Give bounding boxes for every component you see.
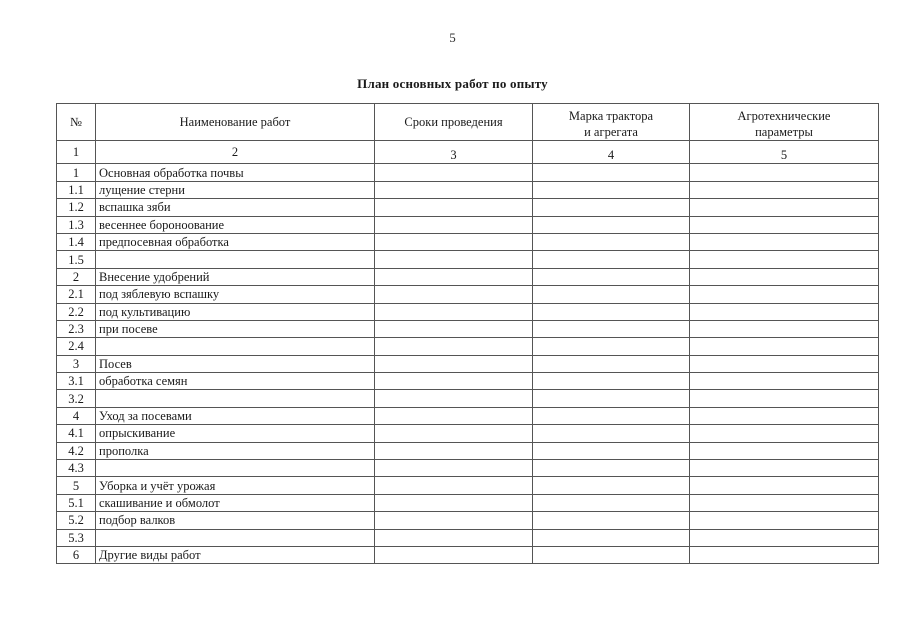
- row-work-name: опрыскивание: [96, 425, 375, 442]
- row-number: 3: [57, 355, 96, 372]
- row-work-name: под культивацию: [96, 303, 375, 320]
- row-tractor-cell: [533, 303, 690, 320]
- row-number: 1: [57, 164, 96, 181]
- row-number: 5.2: [57, 512, 96, 529]
- row-number: 2.4: [57, 338, 96, 355]
- row-terms-cell: [375, 268, 533, 285]
- row-work-name: подбор валков: [96, 512, 375, 529]
- row-params-cell: [690, 216, 879, 233]
- row-terms-cell: [375, 338, 533, 355]
- table-row: [57, 355, 879, 372]
- row-terms-cell: [375, 407, 533, 424]
- row-number: 2.3: [57, 320, 96, 337]
- table-row: [57, 477, 879, 494]
- row-params-cell: [690, 233, 879, 250]
- row-number: 3.1: [57, 373, 96, 390]
- row-terms-cell: [375, 233, 533, 250]
- row-work-name: Другие виды работ: [96, 546, 375, 563]
- table-row: [57, 181, 879, 198]
- table-row: [57, 425, 879, 442]
- row-params-cell: [690, 373, 879, 390]
- row-number: 4.1: [57, 425, 96, 442]
- row-terms-cell: [375, 373, 533, 390]
- row-tractor-cell: [533, 390, 690, 407]
- table-row: [57, 512, 879, 529]
- row-work-name: прополка: [96, 442, 375, 459]
- row-number: 6: [57, 546, 96, 563]
- row-work-name: [96, 251, 375, 268]
- row-number: 3.2: [57, 390, 96, 407]
- header-agro-params: [690, 104, 879, 141]
- row-work-name: под зяблевую вспашку: [96, 286, 375, 303]
- row-terms-cell: [375, 512, 533, 529]
- row-tractor-cell: [533, 373, 690, 390]
- row-params-cell: [690, 181, 879, 198]
- row-tractor-cell: [533, 286, 690, 303]
- table-row: [57, 164, 879, 181]
- row-terms-cell: [375, 425, 533, 442]
- row-number: 1.2: [57, 199, 96, 216]
- table-row: [57, 199, 879, 216]
- row-params-cell: [690, 546, 879, 563]
- table-row: [57, 546, 879, 563]
- table-body: [57, 141, 879, 564]
- table-row: [57, 407, 879, 424]
- table-row: [57, 216, 879, 233]
- row-params-cell: [690, 286, 879, 303]
- table-row: [57, 373, 879, 390]
- row-tractor-cell: [533, 164, 690, 181]
- column-number: 1: [57, 141, 96, 164]
- row-work-name: [96, 338, 375, 355]
- header-tractor-line-2: и агрегата: [584, 125, 638, 139]
- row-tractor-cell: [533, 233, 690, 250]
- row-number: 1.4: [57, 233, 96, 250]
- row-tractor-cell: [533, 512, 690, 529]
- table-row: [57, 268, 879, 285]
- row-number: 4.2: [57, 442, 96, 459]
- header-work-name: Наименование работ: [96, 104, 375, 141]
- table-row: [57, 442, 879, 459]
- row-params-cell: [690, 268, 879, 285]
- row-number: 1.1: [57, 181, 96, 198]
- row-terms-cell: [375, 286, 533, 303]
- row-tractor-cell: [533, 442, 690, 459]
- table-row: [57, 338, 879, 355]
- row-terms-cell: [375, 442, 533, 459]
- row-work-name: Уход за посевами: [96, 407, 375, 424]
- table-header-row: [57, 104, 879, 141]
- header-params-line-2: параметры: [755, 125, 813, 139]
- row-number: 1.5: [57, 251, 96, 268]
- table-row: [57, 303, 879, 320]
- header-number: №: [57, 104, 96, 141]
- row-work-name: при посеве: [96, 320, 375, 337]
- row-number: 4: [57, 407, 96, 424]
- row-tractor-cell: [533, 546, 690, 563]
- row-work-name: скашивание и обмолот: [96, 494, 375, 511]
- row-tractor-cell: [533, 425, 690, 442]
- column-number: 3: [375, 141, 533, 164]
- row-work-name: [96, 529, 375, 546]
- row-work-name: вспашка зяби: [96, 199, 375, 216]
- row-params-cell: [690, 529, 879, 546]
- page-number: 5: [449, 30, 456, 45]
- row-work-name: Основная обработка почвы: [96, 164, 375, 181]
- row-work-name: [96, 390, 375, 407]
- row-terms-cell: [375, 251, 533, 268]
- row-params-cell: [690, 512, 879, 529]
- row-work-name: Посев: [96, 355, 375, 372]
- row-work-name: весеннее бороноование: [96, 216, 375, 233]
- row-terms-cell: [375, 199, 533, 216]
- row-work-name: обработка семян: [96, 373, 375, 390]
- row-tractor-cell: [533, 460, 690, 477]
- row-tractor-cell: [533, 216, 690, 233]
- row-terms-cell: [375, 355, 533, 372]
- table-row: [57, 286, 879, 303]
- row-params-cell: [690, 251, 879, 268]
- row-terms-cell: [375, 494, 533, 511]
- row-tractor-cell: [533, 338, 690, 355]
- row-params-cell: [690, 425, 879, 442]
- row-tractor-cell: [533, 407, 690, 424]
- table-row: [57, 494, 879, 511]
- row-params-cell: [690, 164, 879, 181]
- work-plan-table: [56, 103, 879, 564]
- column-number-row: [57, 141, 879, 164]
- row-terms-cell: [375, 320, 533, 337]
- row-number: 5: [57, 477, 96, 494]
- row-terms-cell: [375, 390, 533, 407]
- row-params-cell: [690, 320, 879, 337]
- row-params-cell: [690, 338, 879, 355]
- row-params-cell: [690, 355, 879, 372]
- row-params-cell: [690, 494, 879, 511]
- column-number: 5: [690, 141, 879, 164]
- row-params-cell: [690, 407, 879, 424]
- row-params-cell: [690, 477, 879, 494]
- table-row: [57, 233, 879, 250]
- row-tractor-cell: [533, 355, 690, 372]
- row-terms-cell: [375, 477, 533, 494]
- row-params-cell: [690, 442, 879, 459]
- row-tractor-cell: [533, 251, 690, 268]
- row-terms-cell: [375, 216, 533, 233]
- row-tractor-cell: [533, 181, 690, 198]
- row-number: 1.3: [57, 216, 96, 233]
- row-tractor-cell: [533, 320, 690, 337]
- row-terms-cell: [375, 164, 533, 181]
- row-work-name: Уборка и учёт урожая: [96, 477, 375, 494]
- column-number: 4: [533, 141, 690, 164]
- row-params-cell: [690, 460, 879, 477]
- row-params-cell: [690, 199, 879, 216]
- table-row: [57, 320, 879, 337]
- table-row: [57, 390, 879, 407]
- header-terms: Сроки проведения: [375, 104, 533, 141]
- header-tractor-line-1: Марка трактора: [568, 109, 654, 123]
- table-row: [57, 529, 879, 546]
- row-number: 5.1: [57, 494, 96, 511]
- row-number: 2.1: [57, 286, 96, 303]
- row-number: 5.3: [57, 529, 96, 546]
- row-tractor-cell: [533, 477, 690, 494]
- row-work-name: лущение стерни: [96, 181, 375, 198]
- row-params-cell: [690, 303, 879, 320]
- row-number: 2: [57, 268, 96, 285]
- row-number: 2.2: [57, 303, 96, 320]
- row-terms-cell: [375, 546, 533, 563]
- row-terms-cell: [375, 181, 533, 198]
- table-row: [57, 460, 879, 477]
- row-work-name: [96, 460, 375, 477]
- column-number: 2: [96, 141, 375, 164]
- row-number: 4.3: [57, 460, 96, 477]
- row-tractor-cell: [533, 529, 690, 546]
- row-tractor-cell: [533, 494, 690, 511]
- row-terms-cell: [375, 460, 533, 477]
- row-work-name: предпосевная обработка: [96, 233, 375, 250]
- row-terms-cell: [375, 303, 533, 320]
- row-terms-cell: [375, 529, 533, 546]
- row-params-cell: [690, 390, 879, 407]
- document-title: План основных работ по опыту: [357, 76, 548, 91]
- header-tractor-brand: [533, 104, 690, 141]
- table-row: [57, 251, 879, 268]
- row-work-name: Внесение удобрений: [96, 268, 375, 285]
- row-tractor-cell: [533, 199, 690, 216]
- row-tractor-cell: [533, 268, 690, 285]
- header-params-line-1: Агротехнические: [737, 109, 831, 123]
